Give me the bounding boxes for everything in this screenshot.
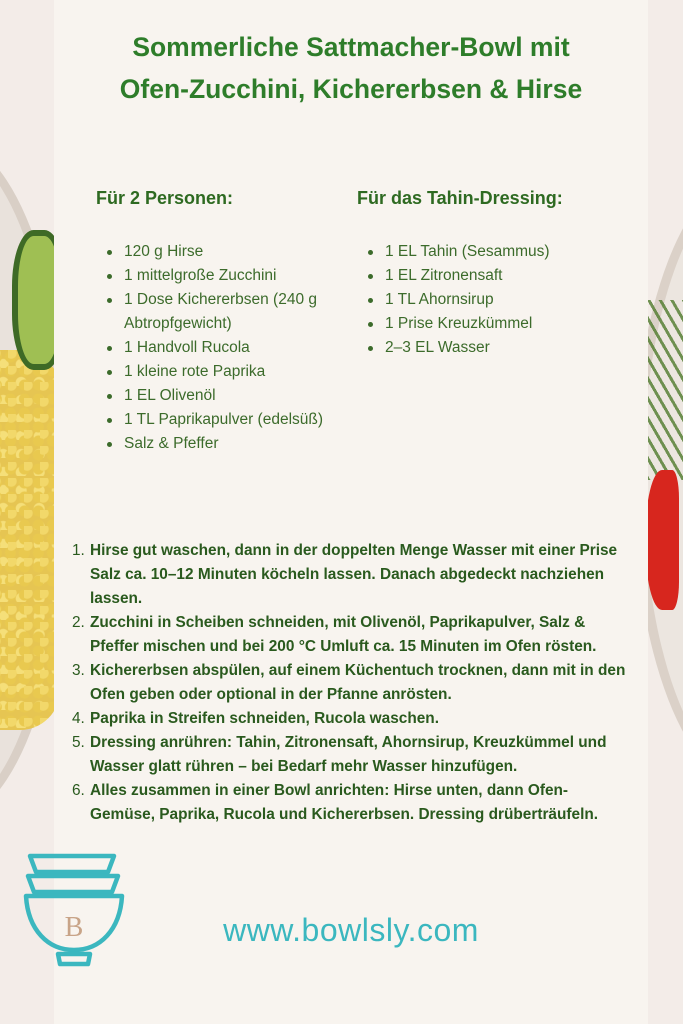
ingredients-list	[106, 240, 356, 456]
instruction-step	[72, 731, 628, 779]
website-link[interactable]: www.bowlsly.com	[223, 912, 479, 948]
step-text: Kichererbsen abspülen, auf einem Küchentuch trocknen, dann mit in den Ofen geben oder optional in der Pfanne anrösten.	[90, 662, 626, 703]
step-text: Zucchini in Scheiben schneiden, mit Olivenöl, Paprikapulver, Salz & Pfeffer mischen und bei 200 °C Umluft ca. 15 Minuten im Ofen rösten.	[90, 614, 597, 655]
instruction-step	[72, 659, 628, 707]
step-number: 5.	[72, 734, 85, 751]
step-text: Dressing anrühren: Tahin, Zitronensaft, Ahornsirup, Kreuzkümmel und Wasser glatt rühren – bei Bedarf mehr Wasser hinzufügen.	[90, 734, 607, 775]
step-text: Alles zusammen in einer Bowl anrichten: Hirse unten, dann Ofen-Gemüse, Paprika, Rucola und Kichererbsen. Dressing drüberträufeln.	[90, 782, 599, 823]
ingredient-item: 1 Dose Kichererbsen (240 g Abtropfgewicht)	[106, 288, 356, 336]
recipe-title	[54, 26, 648, 110]
logo-letter: B	[64, 912, 84, 943]
dressing-item: 1 EL Tahin (Sesammus)	[367, 240, 617, 264]
dressing-item: 1 TL Ahornsirup	[367, 288, 617, 312]
step-number: 6.	[72, 782, 85, 799]
step-text: Paprika in Streifen schneiden, Rucola waschen.	[90, 710, 439, 727]
ingredient-item: 120 g Hirse	[106, 240, 356, 264]
ingredient-item: 1 kleine rote Paprika	[106, 360, 356, 384]
ingredient-item: 1 mittelgroße Zucchini	[106, 264, 356, 288]
instruction-step	[72, 611, 628, 659]
step-number: 1.	[72, 542, 85, 559]
recipe-card	[54, 0, 648, 1024]
step-text: Hirse gut waschen, dann in der doppelten Menge Wasser mit einer Prise Salz ca. 10–12 Minuten köcheln lassen. Danach abgedeckt nachziehen lassen.	[90, 542, 618, 607]
background-tomato	[645, 470, 679, 610]
dressing-heading: Für das Tahin-Dressing:	[357, 188, 563, 208]
instructions-list	[72, 539, 628, 827]
dressing-item: 1 EL Zitronensaft	[367, 264, 617, 288]
ingredient-item: 1 TL Paprikapulver (edelsüß)	[106, 408, 356, 432]
instruction-step	[72, 539, 628, 611]
dressing-item: 1 Prise Kreuzkümmel	[367, 312, 617, 336]
ingredients-heading: Für 2 Personen:	[96, 188, 234, 208]
ingredient-item: 1 EL Olivenöl	[106, 384, 356, 408]
background-millet	[0, 350, 60, 730]
step-number: 4.	[72, 710, 85, 727]
instruction-step	[72, 779, 628, 827]
instruction-step	[72, 707, 628, 731]
step-number: 3.	[72, 662, 85, 679]
dressing-list	[367, 240, 617, 360]
bowl-stack-logo-icon	[22, 850, 126, 970]
background-herb	[647, 300, 683, 480]
ingredient-item: Salz & Pfeffer	[106, 432, 356, 456]
dressing-item: 2–3 EL Wasser	[367, 336, 617, 360]
step-number: 2.	[72, 614, 85, 631]
ingredient-item: 1 Handvoll Rucola	[106, 336, 356, 360]
recipe-title-line-1: Sommerliche Sattmacher-Bowl mit	[132, 32, 570, 62]
recipe-title-line-2: Ofen-Zucchini, Kichererbsen & Hirse	[119, 74, 583, 104]
